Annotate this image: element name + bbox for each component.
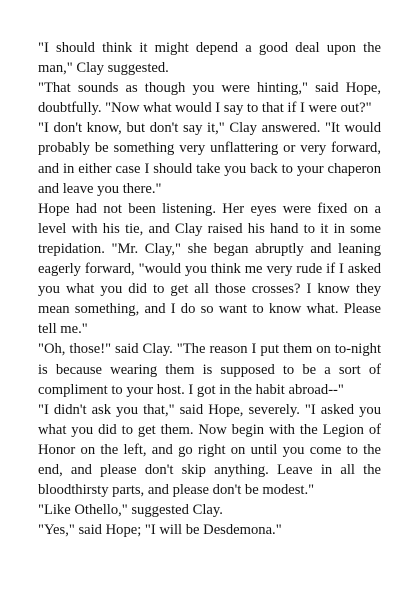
paragraph: "Like Othello," suggested Clay. <box>38 502 223 519</box>
paragraph: Hope had not been listening. Her eyes were fixed on a level with his tie, and Clay raised his hand to it in some trepidation. "Mr. Clay," she began abruptly and leaning eagerly forward, "would you think me very rude if I asked you what you did to get all those crosses? I know they mean something, and I do so want to know what. Please tell me." <box>38 200 381 338</box>
paragraph: "I don't know, but don't say it," Clay answered. "It would probably be something very unflattering or very forward, and in either case I should take you back to your chaperon and leave you there." <box>38 120 381 197</box>
page-text <box>38 38 381 540</box>
paragraph: "I didn't ask you that," said Hope, severely. "I asked you what you did to get them. Now begin with the Legion of Honor on the left, and go right on until you come to the end, and please don't skip anything. Leave in all the bloodthirsty parts, and please don't be modest." <box>38 401 381 499</box>
paragraph: "That sounds as though you were hinting," said Hope, doubtfully. "Now what would I say to that if I were out?" <box>38 80 381 117</box>
paragraph: "Oh, those!" said Clay. "The reason I put them on to-night is because wearing them is supposed to be a sort of compliment to your host. I got in the habit abroad--" <box>38 341 381 398</box>
paragraph: "I should think it might depend a good deal upon the man," Clay suggested. <box>38 40 381 77</box>
paragraph: "Yes," said Hope; "I will be Desdemona." <box>38 522 282 539</box>
